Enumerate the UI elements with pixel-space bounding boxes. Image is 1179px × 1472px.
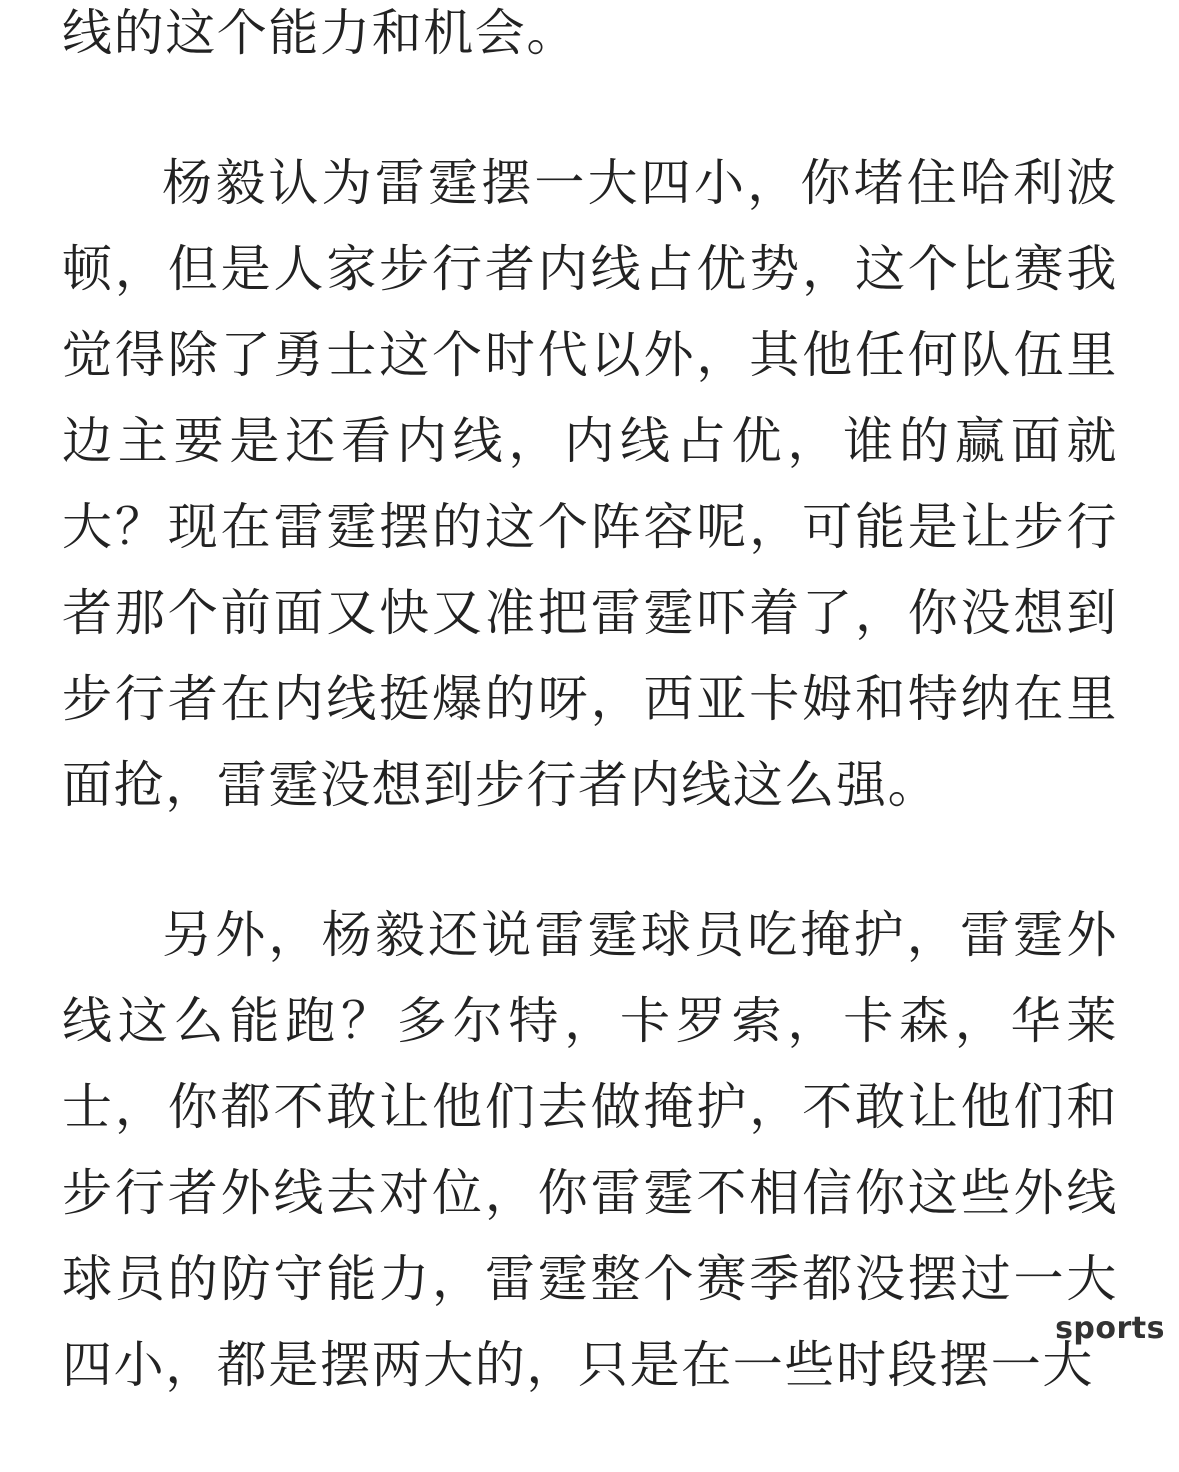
watermark-logo: sports	[1055, 1311, 1165, 1346]
article-body	[62, 0, 1118, 1472]
paragraph-2: 杨毅认为雷霆摆一大四小，你堵住哈利波顿，但是人家步行者内线占优势，这个比赛我觉得除了勇士这个时代以外，其他任何队伍里边主要是还看内线，内线占优，谁的赢面就大？现在雷霆摆的这个阵容呢，可能是让步行者那个前面又快又准把雷霆吓着了，你没想到步行者在内线挺爆的呀，西亚卡姆和特纳在里面抢，雷霆没想到步行者内线这么强。	[62, 154, 1118, 814]
paragraph-3: 另外，杨毅还说雷霆球员吃掩护，雷霆外线这么能跑？多尔特，卡罗索，卡森，华莱士，你都不敢让他们去做掩护，不敢让他们和步行者外线去对位，你雷霆不相信你这些外线球员的防守能力，雷霆整个赛季都没摆过一大四小，都是摆两大的，只是在一些时段摆一大	[62, 906, 1118, 1394]
paragraph-1: 线的这个能力和机会。	[62, 4, 578, 62]
